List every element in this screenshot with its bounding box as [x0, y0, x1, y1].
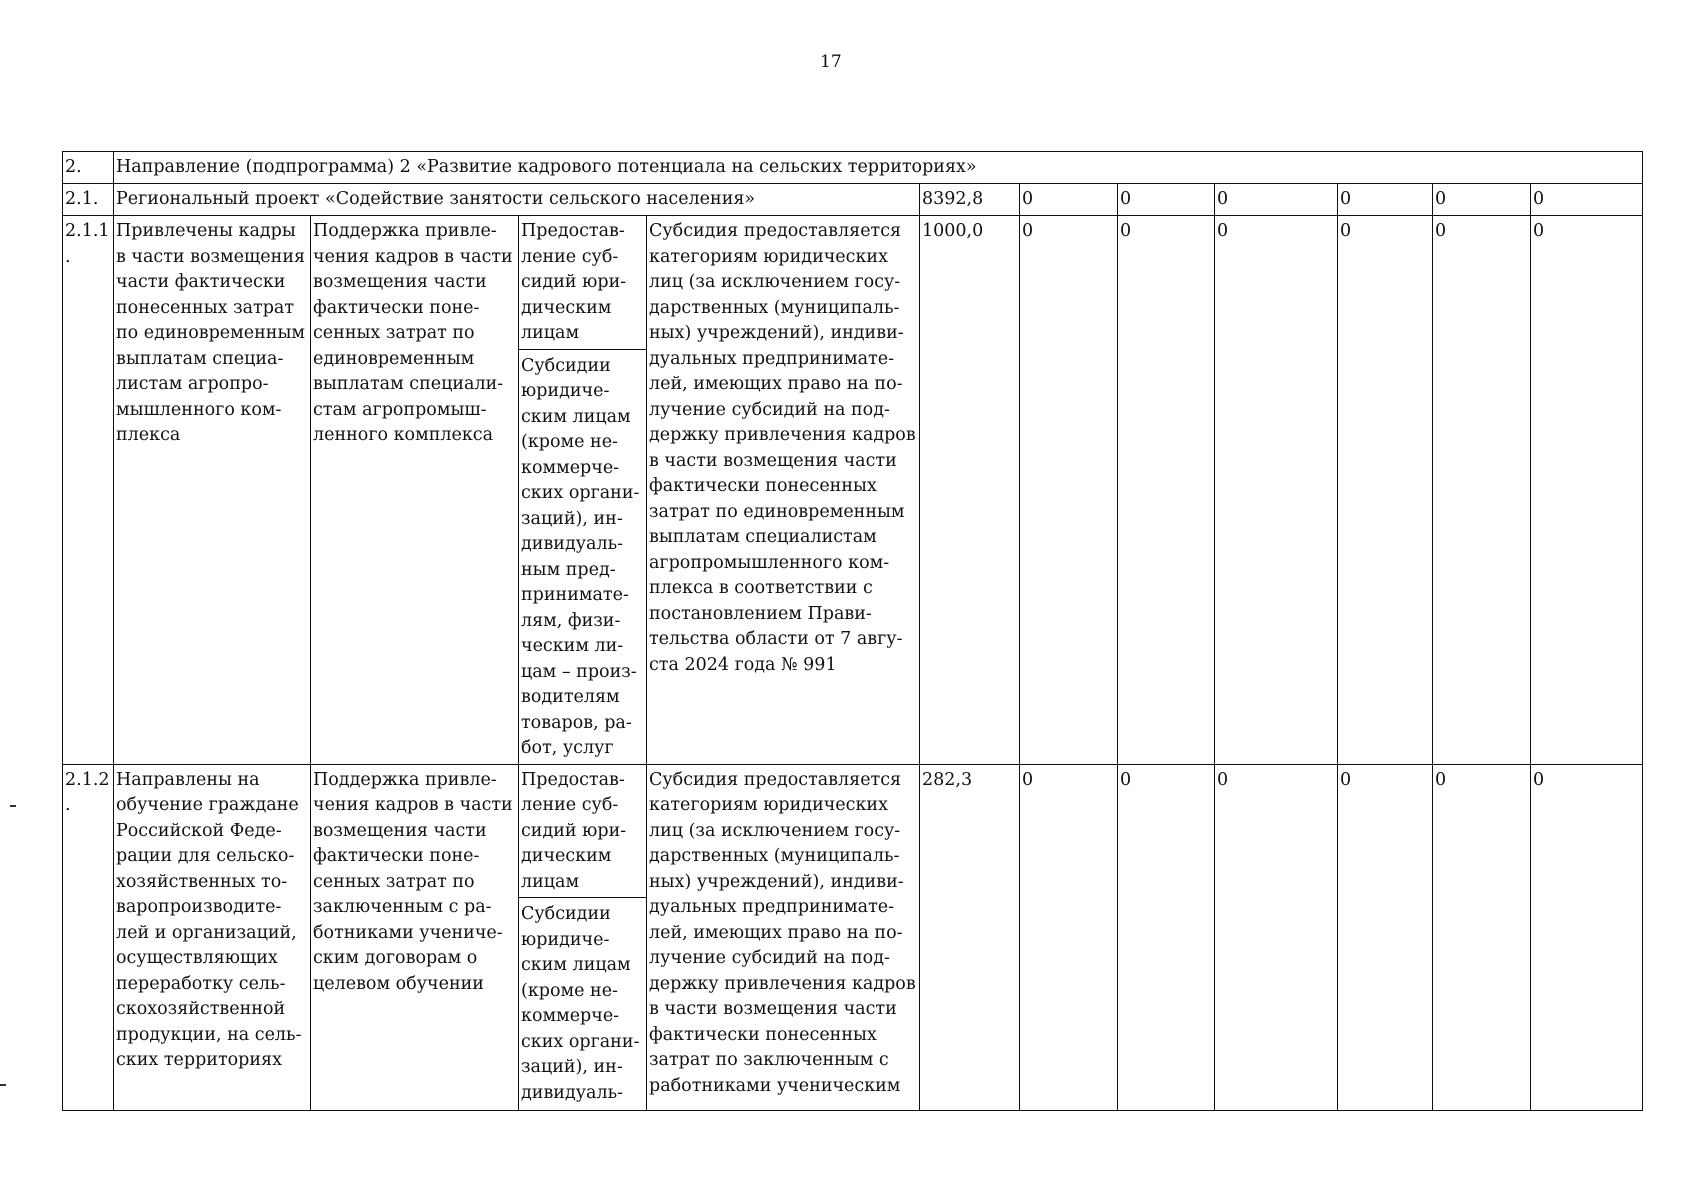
subsidy-type-cell	[519, 764, 647, 1110]
measure-cell: Поддержка привле- чения кадров в части возмещения части фактически поне- сенных затрат по заключенным с ра- ботниками учениче- ским договорам о целевом обучении	[311, 764, 519, 1110]
amount-cell: 8392,8	[920, 184, 1020, 216]
table-row-result	[63, 216, 1643, 765]
description-cell: Субсидия предоставляется категориям юридических лиц (за исключением госу- дарственных (муниципаль- ных) учреждений), индиви- дуальных предпринимате- лей, имеющих право на по- лучение субсидий на под- держку привлечения кадров в части возмещения части фактически понесенных затрат по заключенным с работниками ученическим	[647, 764, 920, 1110]
value-cell: 0	[1338, 216, 1433, 765]
value-cell: 0	[1215, 184, 1338, 216]
table-row-result	[63, 764, 1643, 1110]
value-cell: 0	[1433, 216, 1531, 765]
amount-cell: 282,3	[920, 764, 1020, 1110]
row-number: 2.	[63, 152, 114, 184]
row-number: 2.1.2.	[63, 764, 114, 1110]
description-cell: Субсидия предоставляется категориям юридических лиц (за исключением госу- дарственных (муниципаль- ных) учреждений), индиви- дуальных предпринимате- лей, имеющих право на по- лучение субсидий на под- держку привлечения кадров в части возмещения части фактически понесенных затрат по единовременным выплатам специалистам агропромышленного ком- плекса в соответствии с постановлением Прави- тельства области от 7 авгу- ста 2024 года № 991	[647, 216, 920, 765]
page-number: 17	[820, 52, 842, 72]
table-row-project	[63, 184, 1643, 216]
value-cell: 0	[1020, 764, 1118, 1110]
value-cell: 0	[1020, 184, 1118, 216]
subsidy-type-cell	[519, 216, 647, 765]
margin-mark	[0, 1084, 6, 1086]
value-cell: 0	[1215, 764, 1338, 1110]
value-cell: 0	[1020, 216, 1118, 765]
value-cell: 0	[1433, 764, 1531, 1110]
table-row-direction	[63, 152, 1643, 184]
margin-mark	[10, 805, 16, 807]
measure-cell: Поддержка привле- чения кадров в части возмещения части фактически поне- сенных затрат по единовременным выплатам специали- стам агропромыш- ленного комплекса	[311, 216, 519, 765]
project-title: Региональный проект «Содействие занятости сельского населения»	[114, 184, 920, 216]
value-cell: 0	[1215, 216, 1338, 765]
subsidy-type-top: Предостав- ление суб- сидий юри- дическим лицам	[519, 216, 646, 350]
value-cell: 0	[1338, 764, 1433, 1110]
result-cell: Направлены на обучение граждане Российской Феде- рации для сельско- хозяйственных то- варопроизводите- лей и организаций, осуществляющих переработку сель- скохозяйственной продукции, на сель- ских территориях	[114, 764, 311, 1110]
amount-cell: 1000,0	[920, 216, 1020, 765]
row-number: 2.1.1.	[63, 216, 114, 765]
value-cell: 0	[1118, 184, 1215, 216]
result-cell: Привлечены кадры в части возмещения части фактически понесенных затрат по единовременным выплатам специа- листам агропро- мышленного ком- плекса	[114, 216, 311, 765]
value-cell: 0	[1531, 216, 1643, 765]
value-cell: 0	[1531, 184, 1643, 216]
subsidy-type-bottom: Субсидии юридиче- ским лицам (кроме не- коммерче- ских органи- заций), ин- дивидуаль- ным пред- принимате- лям, физи- ческим ли- цам – произ- водителям товаров, ра- бот, услуг	[521, 355, 640, 758]
program-table	[62, 151, 1643, 1111]
value-cell: 0	[1531, 764, 1643, 1110]
direction-title: Направление (подпрограмма) 2 «Развитие кадрового потенциала на сельских территориях»	[114, 152, 1643, 184]
value-cell: 0	[1118, 216, 1215, 765]
subsidy-type-bottom: Субсидии юридиче- ским лицам (кроме не- коммерче- ских органи- заций), ин- дивидуаль-	[521, 904, 640, 1103]
value-cell: 0	[1338, 184, 1433, 216]
row-number: 2.1.	[63, 184, 114, 216]
value-cell: 0	[1433, 184, 1531, 216]
subsidy-type-top: Предостав- ление суб- сидий юри- дическим лицам	[519, 765, 646, 899]
value-cell: 0	[1118, 764, 1215, 1110]
